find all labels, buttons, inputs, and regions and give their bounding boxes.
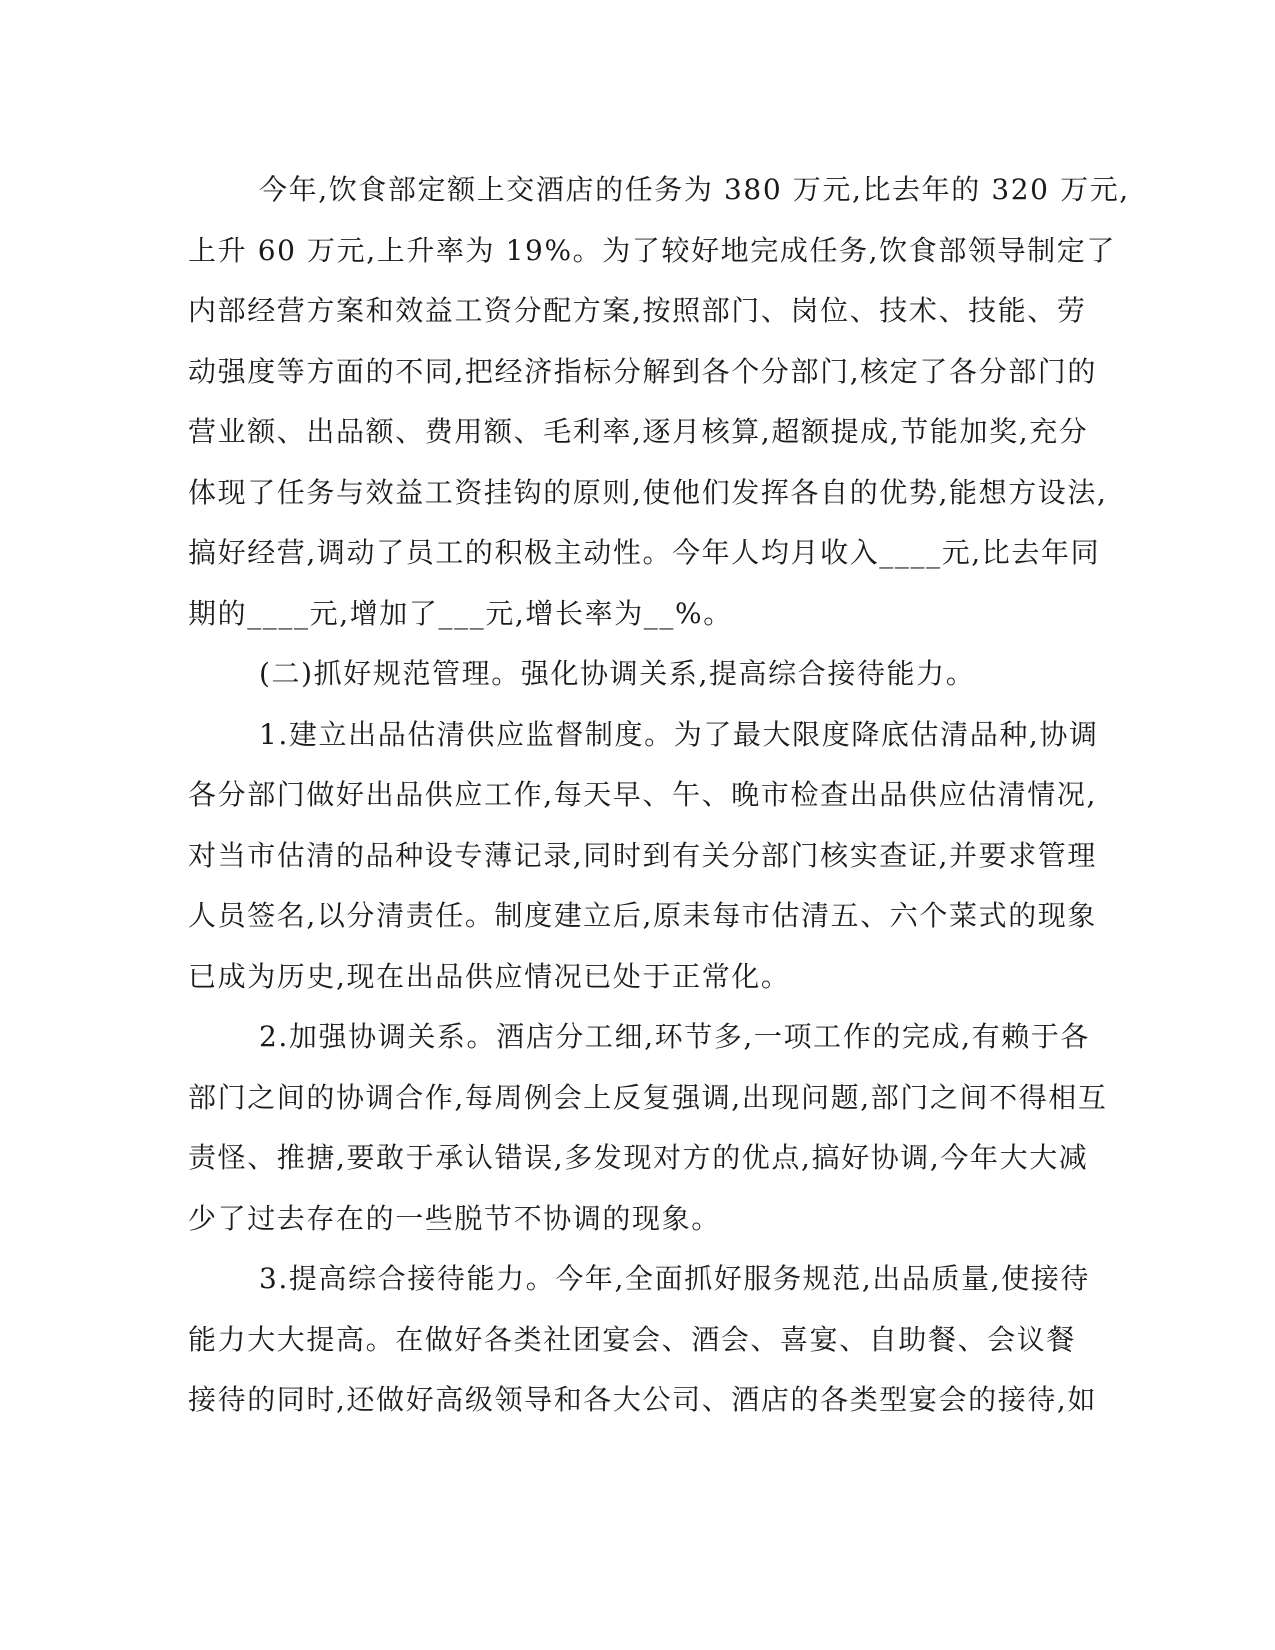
text-line: 今年,饮食部定额上交酒店的任务为 380 万元,比去年的 320 万元,: [259, 173, 1130, 206]
text-line: 搞好经营,调动了员工的积极主动性。今年人均月收入____元,比去年同: [188, 536, 1101, 569]
text-line: 营业额、出品额、费用额、毛利率,逐月核算,超额提成,节能加奖,充分: [188, 415, 1089, 448]
section-heading: (二)抓好规范管理。强化协调关系,提高综合接待能力。: [259, 657, 976, 690]
text-line: 体现了任务与效益工资挂钩的原则,使他们发挥各自的优势,能想方设法,: [188, 475, 1108, 509]
text-line: 内部经营方案和效益工资分配方案,按照部门、岗位、技术、技能、劳: [188, 294, 1087, 327]
text-line: 少了过去存在的一些脱节不协调的现象。: [188, 1201, 721, 1235]
text-line: 2.加强协调关系。酒店分工细,环节多,一项工作的完成,有赖于各: [259, 1020, 1091, 1053]
text-line: 人员签名,以分清责任。制度建立后,原耒每市估清五、六个菜式的现象: [188, 899, 1098, 932]
text-line: 3.提高综合接待能力。今年,全面抓好服务规范,出品质量,使接待: [259, 1262, 1091, 1295]
text-line: 对当市估清的品种设专薄记录,同时到有关分部门核实查证,并要求管理: [188, 838, 1098, 872]
text-line: 责怪、推搪,要敢于承认错误,多发现对方的优点,搞好协调,今年大大减: [188, 1141, 1089, 1174]
text-line: 1.建立出品估清供应监督制度。为了最大限度降底估清品种,协调: [259, 717, 1099, 751]
text-line: 能力大大提高。在做好各类社团宴会、酒会、喜宴、自助餐、会议餐: [188, 1322, 1077, 1356]
text-line: 接待的同时,还做好高级领导和各大公司、酒店的各类型宴会的接待,如: [188, 1383, 1098, 1416]
text-line: 上升 60 万元,上升率为 19%。为了较好地完成任务,饮食部领导制定了: [188, 233, 1116, 267]
text-line: 部门之间的协调合作,每周例会上反复强调,出现问题,部门之间不得相互: [188, 1080, 1108, 1114]
text-line: 动强度等方面的不同,把经济指标分解到各个分部门,核定了各分部门的: [188, 354, 1098, 388]
text-line: 期的____元,增加了___元,增长率为__%。: [188, 596, 733, 630]
text-line: 已成为历史,现在出品供应情况已处于正常化。: [188, 959, 791, 993]
text-line: 各分部门做好出品供应工作,每天早、午、晚市检查出品供应估清情况,: [188, 778, 1098, 811]
document-body: [188, 160, 1130, 1431]
